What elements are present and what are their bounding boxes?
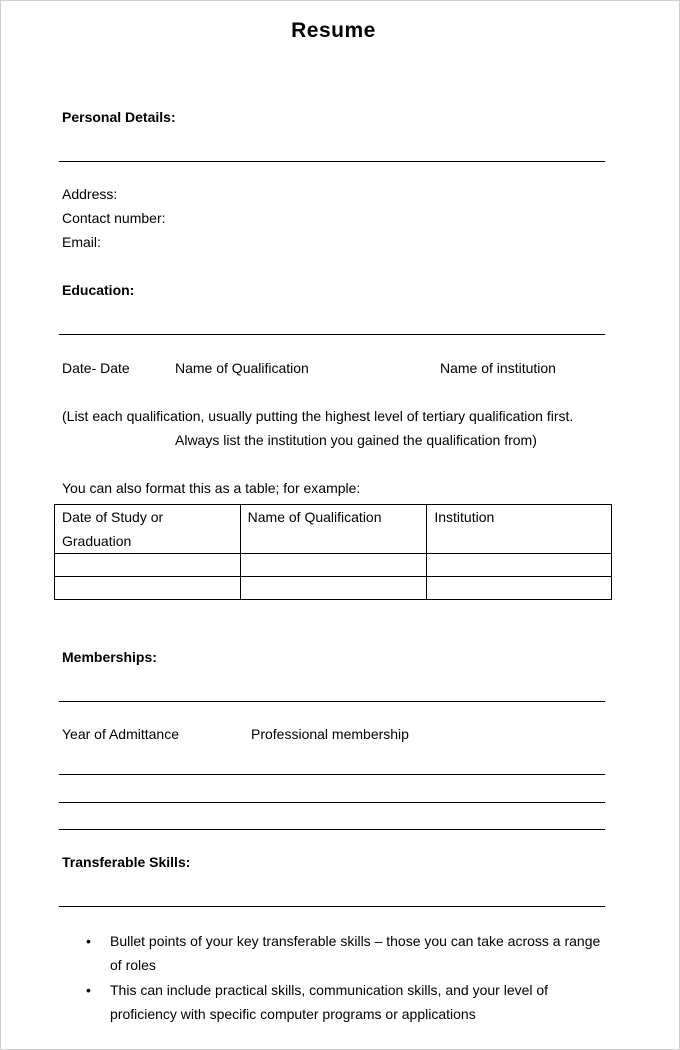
page-title: Resume — [291, 19, 376, 42]
table-cell — [427, 577, 612, 600]
membership-entry-line — [59, 802, 605, 803]
bullet-icon: • — [86, 982, 91, 998]
membership-entry-line — [59, 774, 605, 775]
table-intro-text: You can also format this as a table; for example: — [62, 480, 361, 496]
memberships-col-membership: Professional membership — [251, 726, 409, 742]
transferable-skills-rule — [59, 906, 605, 907]
table-header-institution: Institution — [427, 505, 612, 554]
list-item — [86, 929, 606, 977]
address-label: Address: — [62, 186, 118, 202]
table-cell — [240, 577, 427, 600]
education-note-line1: (List each qualification, usually putting the highest level of tertiary qualification first. — [62, 408, 574, 424]
table-header-qualification: Name of Qualification — [240, 505, 427, 554]
skills-bullet-list — [86, 929, 606, 1027]
education-note-line2: Always list the institution you gained the qualification from) — [175, 432, 537, 448]
email-label: Email: — [62, 234, 101, 250]
education-col-date: Date- Date — [62, 360, 130, 376]
personal-details-rule — [59, 161, 605, 162]
list-item — [86, 978, 606, 1026]
education-heading: Education: — [62, 282, 135, 298]
education-table — [54, 504, 612, 600]
table-row — [55, 554, 612, 577]
education-table-header-row — [55, 505, 612, 554]
education-col-institution: Name of institution — [440, 360, 556, 376]
table-cell — [427, 554, 612, 577]
transferable-skills-heading: Transferable Skills: — [62, 854, 191, 870]
table-cell — [55, 577, 241, 600]
skill-bullet-text: Bullet points of your key transferable skills – those you can take across a range of roles — [110, 933, 601, 973]
memberships-col-year: Year of Admittance — [62, 726, 180, 742]
contact-number-label: Contact number: — [62, 210, 166, 226]
memberships-rule — [59, 701, 605, 702]
bullet-icon: • — [86, 933, 91, 949]
education-rule — [59, 334, 605, 335]
memberships-heading: Memberships: — [62, 649, 157, 665]
table-cell — [240, 554, 427, 577]
education-col-qualification: Name of Qualification — [175, 360, 309, 376]
table-cell — [55, 554, 241, 577]
membership-entry-line — [59, 829, 605, 830]
table-row — [55, 577, 612, 600]
personal-details-heading: Personal Details: — [62, 109, 176, 125]
skill-bullet-text: This can include practical skills, communication skills, and your level of proficiency with specific computer programs or applications — [110, 982, 549, 1022]
table-header-date: Date of Study or Graduation — [55, 505, 241, 554]
